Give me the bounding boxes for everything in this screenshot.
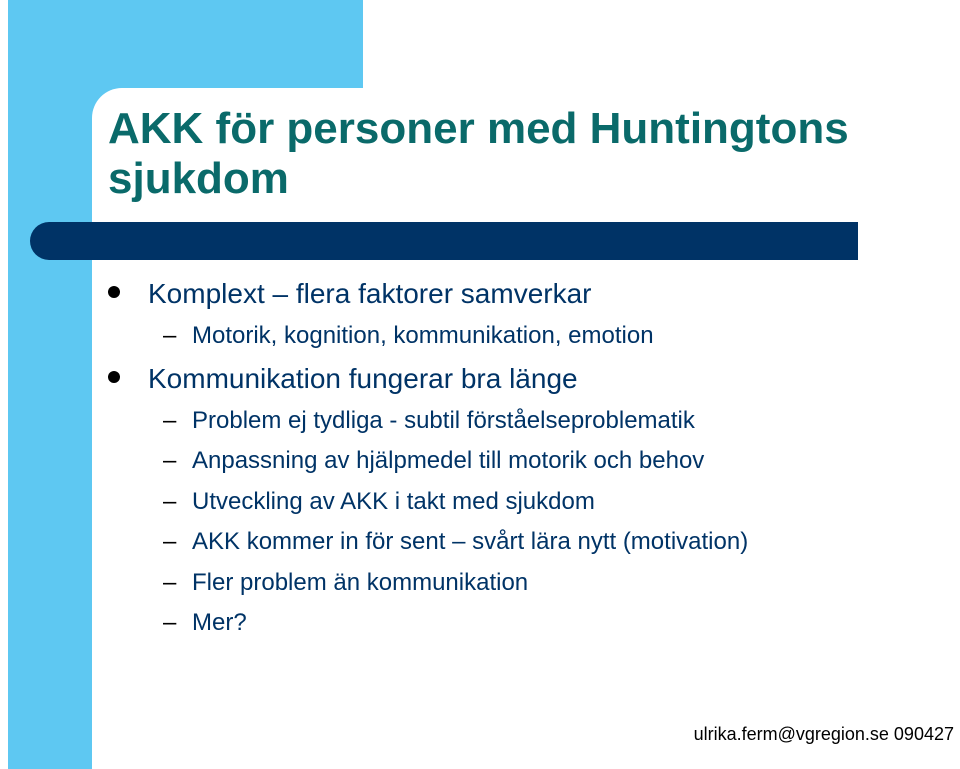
bullet-item [108,272,948,316]
sub-bullet-item [108,603,948,644]
dash-icon: – [163,528,177,555]
sub-bullet-text: AKK kommer in för sent – svårt lära nytt (motivation) [192,528,749,555]
bullet-text: Komplext – flera faktorer samverkar [148,278,592,309]
dash-icon: – [163,609,177,636]
dash-icon: – [163,322,177,349]
sub-bullet-item [108,401,948,442]
sub-bullet-text: Fler problem än kommunikation [192,568,529,596]
sub-bullet-item [108,522,948,563]
bullet-dot-icon [108,371,120,383]
bullet-text: Kommunikation fungerar bra länge [148,362,578,394]
sub-bullet-item [108,316,948,357]
dash-icon: – [163,568,177,596]
decorative-title-divider-bar [30,222,858,260]
bullet-list [108,272,948,644]
sub-bullet-text: Utveckling av AKK i takt med sjukdom [192,487,595,515]
bullet-dot-icon [108,286,120,298]
bullet-item [108,357,948,401]
sub-bullet-item [108,482,948,523]
sub-bullet-text: Problem ej tydliga - subtil förståelseproblematik [192,406,695,434]
slide-title: AKK för personer med Huntingtons sjukdom [108,104,849,203]
dash-icon: – [163,487,177,515]
sub-bullet-item [108,563,948,604]
sub-bullet-text: Anpassning av hjälpmedel till motorik och behov [192,447,705,474]
sub-bullet-text: Mer? [192,609,247,636]
decorative-left-rail [8,88,92,769]
sub-bullet-text: Motorik, kognition, kommunikation, emotion [192,322,654,349]
footer-email-date: ulrika.ferm@vgregion.se 090427 [693,724,954,744]
dash-icon: – [163,447,177,474]
dash-icon: – [163,406,177,434]
sub-bullet-item [108,441,948,482]
